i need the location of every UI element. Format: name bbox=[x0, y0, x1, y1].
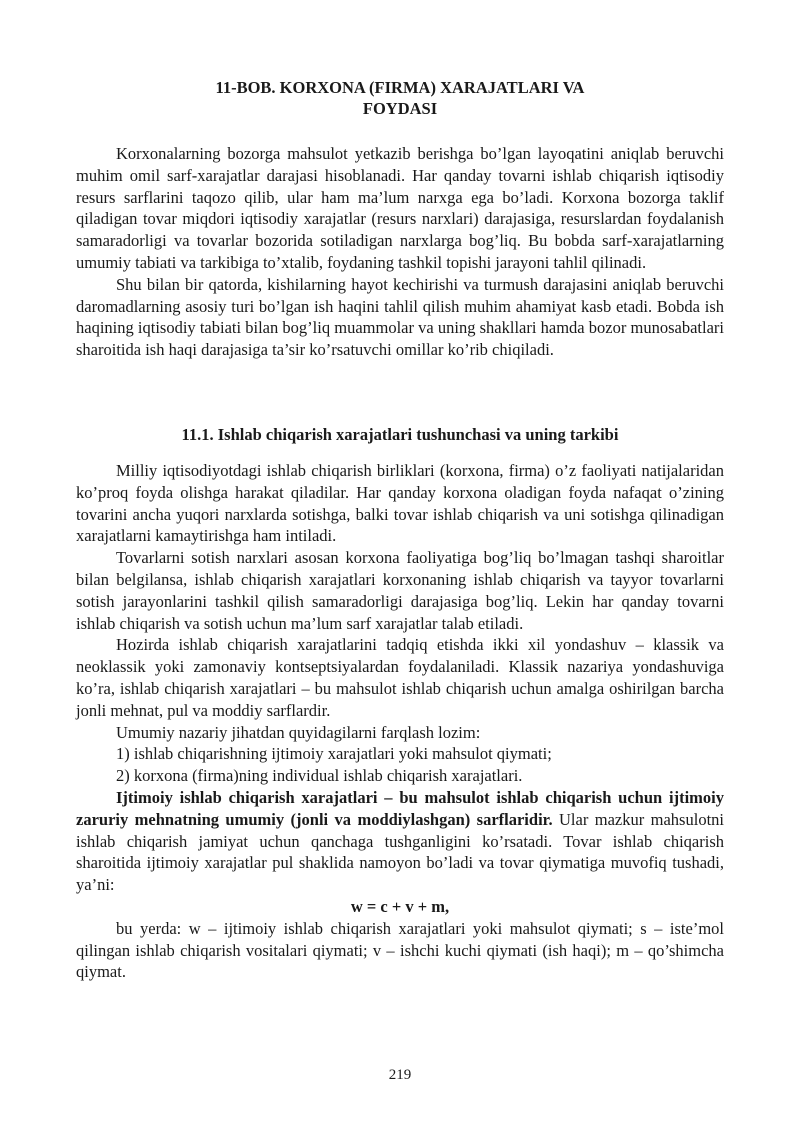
section-paragraph-5 bbox=[76, 787, 724, 896]
page-number: 219 bbox=[388, 1067, 412, 1083]
list-item-1: 1) ishlab chiqarishning ijtimoiy xarajatlari yoki mahsulot qiymati; bbox=[116, 744, 552, 764]
section-paragraph-3: Hozirda ishlab chiqarish xarajatlarini tadqiq etishda ikki xil yondashuv – klassik va neoklassik yoki zamonaviy kontseptsiyalardan foydalaniladi. Klassik nazariya yondashuviga ko’ra, ishlab chiqarish xarajatlari – bu mahsulot ishlab chiqarish uchun amalga oshirilgan barcha jonli mehnat, pul va moddiy sarflardir. bbox=[76, 635, 724, 720]
section-paragraph-4: Umumiy nazariy jihatdan quyidagilarni farqlash lozim: bbox=[116, 722, 481, 742]
formula: w = c + v + m, bbox=[350, 896, 450, 916]
chapter-title bbox=[76, 77, 724, 119]
chapter-title-line2: FOYDASI bbox=[362, 99, 438, 118]
list-item-2: 2) korxona (firma)ning individual ishlab chiqarish xarajatlari. bbox=[116, 766, 523, 786]
chapter-title-line1: 11-BOB. KORXONA (FIRMA) XARAJATLARI VA bbox=[215, 78, 585, 97]
section-text bbox=[76, 460, 724, 983]
section-paragraph-6: bu yerda: w – ijtimoiy ishlab chiqarish xarajatlari yoki mahsulot qiymati; s – iste’mol qilingan ishlab chiqarish vositalari qiymati; v – ishchi kuchi qiymati (ish haqi); m – qo’shimcha qiymat. bbox=[76, 918, 724, 982]
intro-text bbox=[76, 143, 724, 361]
section-paragraph-1: Milliy iqtisodiyotdagi ishlab chiqarish birliklari (korxona, firma) o’z faoliyati natijalaridan ko’proq foyda olishga harakat qiladilar. Har qanday korxona oladigan foyda nafaqat o’zining tovarini ancha yuqori narxlarda sotishga, balki tovar ishlab chiqarish va uni sotishga qilinadigan xarajatlarni kamaytirishga ham intiladi. bbox=[76, 461, 724, 546]
section-title: 11.1. Ishlab chiqarish xarajatlari tushunchasi va uning tarkibi bbox=[181, 425, 619, 444]
intro-paragraph-2: Shu bilan bir qatorda, kishilarning hayot kechirishi va turmush darajasini aniqlab beruvchi daromadlarning asosiy turi bo’lgan ish haqini tahlil qilish muhim ahamiyat kasb etadi. Bobda ish haqining iqtisodiy tabiati bilan bog’liq muammolar va uning shakllari hamda bozor munosabatlari sharoitida ish haqi darajasiga ta’sir ko’rsatuvchi omillar ko’rib chiqiladi. bbox=[76, 274, 724, 360]
section-paragraph-2: Tovarlarni sotish narxlari asosan korxona faoliyatiga bog’liq bo’lmagan tashqi sharoitlar bilan belgilansa, ishlab chiqarish xarajatlari korxonaning ishlab chiqarish va tayyor tovarlarni sotish jarayonlarini tashkil qilish samaradorligi darajasiga bog’liq. Lekin har qanday tovarni ishlab chiqarish va sotish uchun ma’lum sarf xarajatlar talab etiladi. bbox=[76, 548, 724, 633]
definition-bold: Ijtimoiy ishlab chiqarish xarajatlari – bu mahsulot ishlab chiqarish uchun ijtimoiy zaruriy mehnatning umumiy (jonli va moddiylashgan) sarflaridir. bbox=[76, 787, 724, 829]
intro-paragraph-1: Korxonalarning bozorga mahsulot yetkazib berishga bo’lgan layoqatini aniqlab beruvchi muhim omil sarf-xarajatlar darajasi hisoblanadi. Har qanday tovarni ishlab chiqarish iqtisodiy resurs sarflarini taqozo qilib, ular ham ma’lum narxga ega bo’ladi. Korxona bozorga taklif qiladigan tovar miqdori iqtisodiy xarajatlar (resurs narxlari) darajasiga, resurslardan foydalanish samaradorligi va tovarlar bozorida sotiladigan narxlarga bog’liq. Bu bobda sarf-xarajatlarning umumiy tabiati va tarkibiga to’xtalib, foydaning tashkil topishi jarayoni tahlil qilinadi. bbox=[76, 144, 724, 272]
definition-rest: Ular mazkur mahsulotni ishlab chiqarish jamiyat uchun qanchaga tushganligini ko’rsatadi. Tovar ishlab chiqarish sharoitida ijtimoiy xarajatlar pul shaklida namoyon bo’ladi va tovar qiymatiga muvofiq tushadi, ya’ni: bbox=[76, 809, 724, 895]
